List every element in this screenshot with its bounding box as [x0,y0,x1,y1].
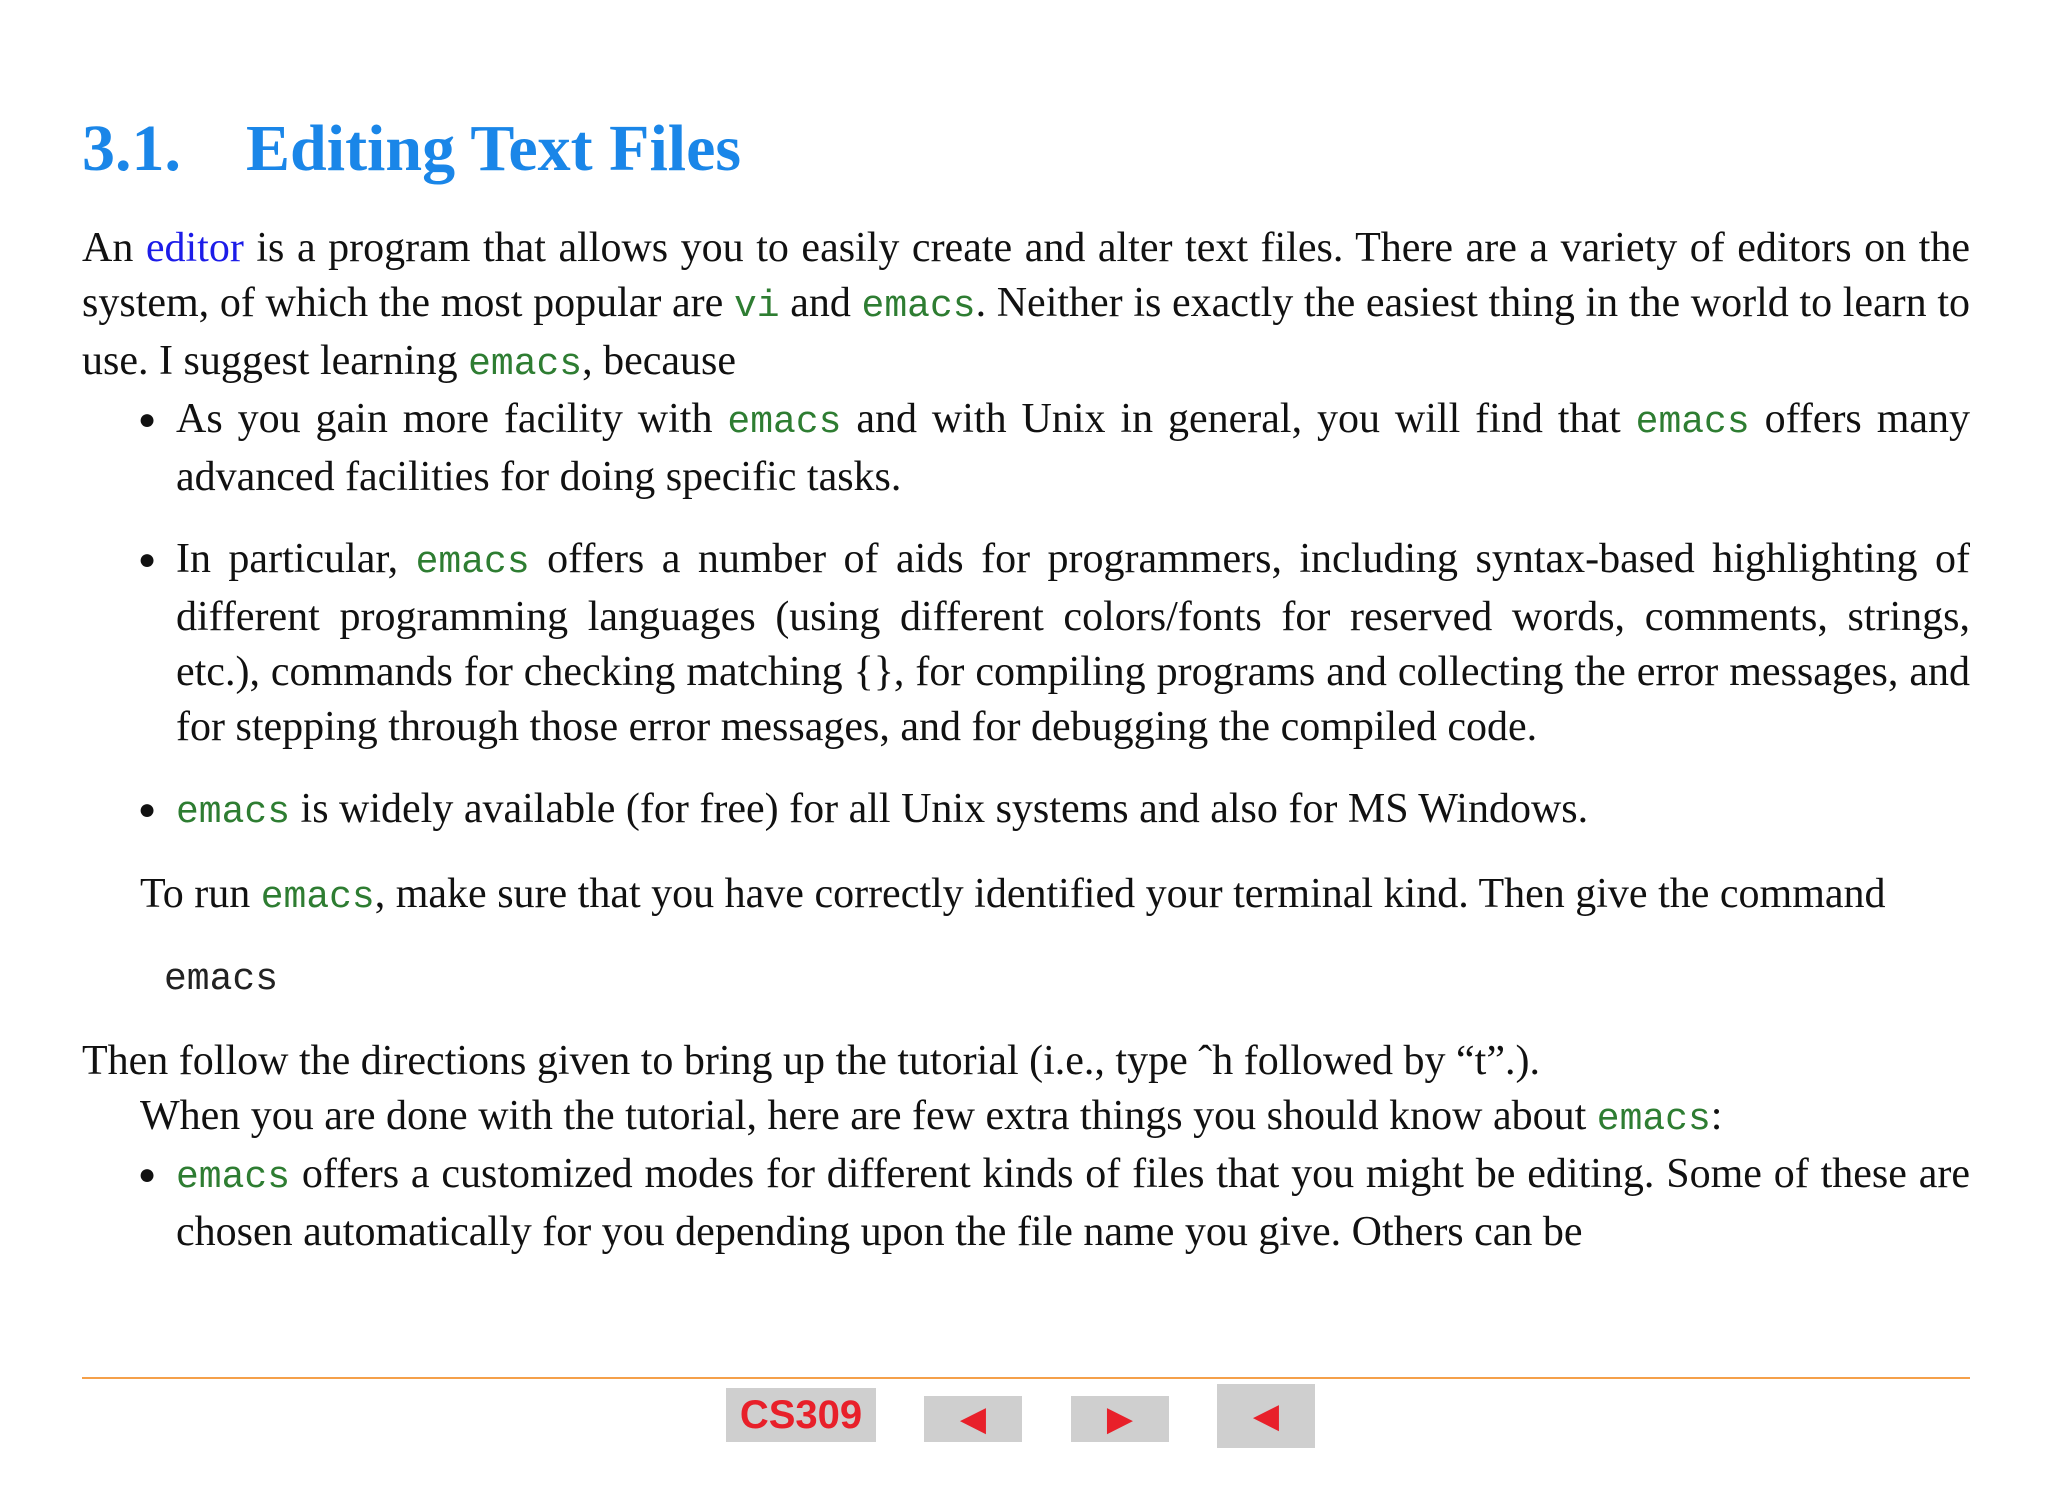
tutorial-paragraph: Then follow the directions given to bring up the tutorial (i.e., type ˆh followed by “t”.). [82,1038,1540,1084]
text-span: and with Unix in general, you will find that [841,396,1636,442]
text-span: offers a customized modes for different kinds of files that you might be editing. Some of these are chosen automatically for you depending upon the file name you give. Others can be [176,1151,1970,1255]
code-emacs: emacs [1635,401,1750,444]
text-span: An [82,225,146,271]
extras-paragraph [82,1089,1970,1147]
list-item [82,782,1970,840]
command-code-block: emacs [164,958,279,1001]
run-paragraph [82,867,1970,925]
text-span: , make sure that you have correctly identified your terminal kind. Then give the command [374,871,1886,917]
section-number: 3.1. [82,112,181,185]
code-emacs: emacs [260,876,375,919]
text-span: , because [582,338,737,384]
extras-list [82,1147,1970,1260]
bullet-icon: ● [138,793,157,826]
text-span: . Neither is exactly the easiest thing in the world to learn to use. I suggest learning [82,280,1970,384]
text-span: and [779,280,862,326]
list-item [82,392,1970,505]
text-span: In particular, [176,536,416,582]
code-vi: vi [733,285,780,328]
home-button[interactable]: CS309 [726,1388,876,1442]
intro-paragraph [82,221,1970,392]
code-emacs: emacs [176,791,291,834]
left-arrow-icon: ◀ [959,1400,987,1438]
code-emacs: emacs [176,1156,291,1199]
code-emacs: emacs [1596,1098,1711,1141]
editor-link[interactable]: editor [145,225,244,271]
text-span: offers many advanced facilities for doing specific tasks. [176,396,1971,500]
code-emacs: emacs [727,401,842,444]
bullet-icon: ● [138,543,157,576]
bullet-icon: ● [138,1158,157,1191]
next-page-button[interactable] [1071,1396,1169,1442]
reasons-list [82,392,1970,840]
section-title-text: Editing Text Files [246,112,742,185]
back-button[interactable] [1217,1384,1315,1448]
navigation-bar [0,1388,2048,1448]
text-span: : [1710,1093,1723,1139]
text-span: is widely available (for free) for all Unix systems and also for MS Windows. [290,786,1589,832]
text-span: offers a number of aids for programmers, including syntax-based highlighting of different programming languages (using different colors/fonts for reserved words, comments, strings, etc.), commands for checking matching {}, for compiling programs and collecting the error messages, and for stepping through those error messages, and for debugging the compiled code. [176,536,1970,750]
code-emacs: emacs [415,541,530,584]
list-item [82,532,1970,755]
footer-rule [82,1377,1970,1379]
section-title [82,110,1970,188]
list-item [82,1147,1970,1260]
text-span: As you gain more facility with [176,396,728,442]
previous-page-button[interactable] [924,1396,1022,1442]
code-emacs: emacs [468,343,583,386]
bullet-icon: ● [138,403,157,436]
back-arrow-icon: ◀ [1252,1397,1280,1435]
text-span: is a program that allows you to easily create and alter text files. There are a variety of editors on the system, of which the most popular are [82,225,1970,326]
slide-content [82,110,1970,1260]
code-emacs: emacs [861,285,976,328]
text-span: When you are done with the tutorial, here are few extra things you should know about [140,1093,1597,1139]
right-arrow-icon: ▶ [1106,1400,1134,1438]
text-span: To run [140,871,261,917]
